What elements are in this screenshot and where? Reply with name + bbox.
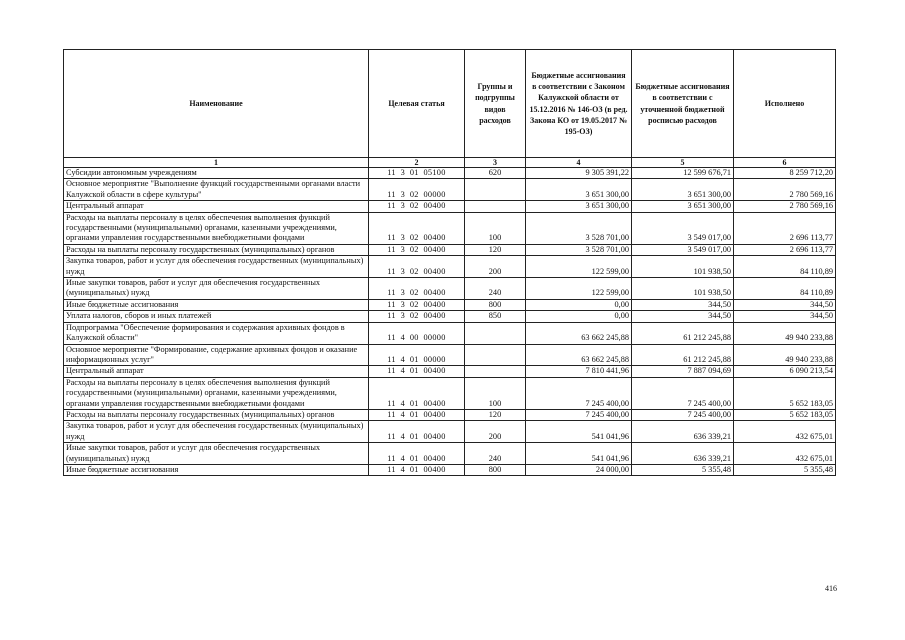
row-executed: 344,50: [734, 311, 836, 322]
row-executed: 5 652 183,05: [734, 409, 836, 420]
row-law-allocation: 9 305 391,22: [526, 168, 632, 179]
table-row: [64, 168, 836, 179]
table-row: [64, 443, 836, 465]
column-number: 1: [64, 158, 369, 168]
row-name: Уплата налогов, сборов и иных платежей: [64, 311, 369, 322]
row-name: Иные бюджетные ассигнования: [64, 464, 369, 475]
table-row: [64, 409, 836, 420]
header-refined-allocations: Бюджетные ассигнования в соответствии с уточненной бюджетной росписью расходов: [632, 50, 734, 158]
row-law-allocation: 24 000,00: [526, 464, 632, 475]
row-name: Иные закупки товаров, работ и услуг для обеспечения государственных (муниципальных) нужд: [64, 443, 369, 465]
row-law-allocation: 122 599,00: [526, 256, 632, 278]
row-executed: 84 110,89: [734, 256, 836, 278]
row-expense-group: [465, 322, 526, 344]
row-executed: 84 110,89: [734, 278, 836, 300]
row-name: Центральный аппарат: [64, 201, 369, 212]
row-executed: 432 675,01: [734, 443, 836, 465]
row-name: Расходы на выплаты персоналу в целях обеспечения выполнения функций государственными (муниципальными) органами, казенными учреждениями, органами управления государственными внебюджетными фондами: [64, 377, 369, 409]
row-expense-group: 240: [465, 443, 526, 465]
page-number: 416: [825, 584, 837, 593]
row-target-article: 11 3 02 00400: [369, 256, 465, 278]
row-name: Расходы на выплаты персоналу в целях обеспечения выполнения функций государственными (муниципальными) органами, казенными учреждениями, органами управления государственными внебюджетными фондами: [64, 212, 369, 244]
row-expense-group: 200: [465, 421, 526, 443]
row-target-article: 11 4 01 00400: [369, 377, 465, 409]
table-row: [64, 344, 836, 366]
row-target-article: 11 4 00 00000: [369, 322, 465, 344]
row-law-allocation: 122 599,00: [526, 278, 632, 300]
table-row: [64, 366, 836, 377]
row-law-allocation: 3 651 300,00: [526, 179, 632, 201]
table-body: [64, 168, 836, 476]
row-law-allocation: 541 041,96: [526, 421, 632, 443]
row-target-article: 11 3 02 00400: [369, 278, 465, 300]
row-refined-allocation: 101 938,50: [632, 278, 734, 300]
row-executed: 2 780 569,16: [734, 201, 836, 212]
table-row: [64, 256, 836, 278]
row-expense-group: 800: [465, 299, 526, 310]
row-target-article: 11 3 02 00400: [369, 244, 465, 255]
row-executed: 49 940 233,88: [734, 344, 836, 366]
row-refined-allocation: 5 355,48: [632, 464, 734, 475]
row-law-allocation: 7 810 441,96: [526, 366, 632, 377]
row-name: Субсидии автономным учреждениям: [64, 168, 369, 179]
table-row: [64, 322, 836, 344]
row-refined-allocation: 7 887 094,69: [632, 366, 734, 377]
row-expense-group: [465, 344, 526, 366]
row-executed: 2 780 569,16: [734, 179, 836, 201]
row-expense-group: [465, 179, 526, 201]
header-law-allocations: Бюджетные ассигнования в соответствии с Законом Калужской области от 15.12.2016 № 146-ОЗ (в ред. Закона КО от 19.05.2017 № 195-ОЗ): [526, 50, 632, 158]
row-name: Центральный аппарат: [64, 366, 369, 377]
header-expense-groups: Группы и подгруппы видов расходов: [465, 50, 526, 158]
row-target-article: 11 4 01 00400: [369, 464, 465, 475]
row-refined-allocation: 101 938,50: [632, 256, 734, 278]
row-expense-group: 620: [465, 168, 526, 179]
row-law-allocation: 541 041,96: [526, 443, 632, 465]
row-law-allocation: 63 662 245,88: [526, 322, 632, 344]
budget-table: [63, 49, 836, 476]
row-executed: 8 259 712,20: [734, 168, 836, 179]
row-law-allocation: 3 528 701,00: [526, 244, 632, 255]
row-name: Расходы на выплаты персоналу государственных (муниципальных) органов: [64, 244, 369, 255]
row-refined-allocation: 7 245 400,00: [632, 377, 734, 409]
row-name: Подпрограмма "Обеспечение формирования и содержания архивных фондов в Калужской области": [64, 322, 369, 344]
row-expense-group: 100: [465, 212, 526, 244]
row-name: Основное мероприятие "Выполнение функций государственными органами власти Калужской области в сфере культуры": [64, 179, 369, 201]
row-law-allocation: 3 528 701,00: [526, 212, 632, 244]
row-law-allocation: 63 662 245,88: [526, 344, 632, 366]
row-refined-allocation: 344,50: [632, 299, 734, 310]
table-row: [64, 244, 836, 255]
row-refined-allocation: 12 599 676,71: [632, 168, 734, 179]
row-name: Иные закупки товаров, работ и услуг для обеспечения государственных (муниципальных) нужд: [64, 278, 369, 300]
row-refined-allocation: 636 339,21: [632, 421, 734, 443]
row-executed: 5 652 183,05: [734, 377, 836, 409]
row-expense-group: 850: [465, 311, 526, 322]
header-executed: Исполнено: [734, 50, 836, 158]
table-row: [64, 212, 836, 244]
row-target-article: 11 4 01 00400: [369, 443, 465, 465]
column-number: 3: [465, 158, 526, 168]
row-expense-group: 120: [465, 244, 526, 255]
row-target-article: 11 3 02 00400: [369, 299, 465, 310]
row-refined-allocation: 7 245 400,00: [632, 409, 734, 420]
row-name: Основное мероприятие "Формирование, содержание архивных фондов и оказание информационных услуг": [64, 344, 369, 366]
row-expense-group: [465, 366, 526, 377]
row-law-allocation: 0,00: [526, 299, 632, 310]
row-target-article: 11 3 01 05100: [369, 168, 465, 179]
row-refined-allocation: 3 651 300,00: [632, 179, 734, 201]
row-target-article: 11 4 01 00400: [369, 409, 465, 420]
table-row: [64, 311, 836, 322]
header-target-article: Целевая статья: [369, 50, 465, 158]
header-name: Наименование: [64, 50, 369, 158]
row-name: Расходы на выплаты персоналу государственных (муниципальных) органов: [64, 409, 369, 420]
row-executed: 5 355,48: [734, 464, 836, 475]
row-executed: 2 696 113,77: [734, 244, 836, 255]
column-number: 5: [632, 158, 734, 168]
row-refined-allocation: 3 549 017,00: [632, 244, 734, 255]
table-row: [64, 278, 836, 300]
row-executed: 2 696 113,77: [734, 212, 836, 244]
row-law-allocation: 0,00: [526, 311, 632, 322]
column-number: 4: [526, 158, 632, 168]
row-name: Закупка товаров, работ и услуг для обеспечения государственных (муниципальных) нужд: [64, 421, 369, 443]
row-target-article: 11 3 02 00400: [369, 311, 465, 322]
row-refined-allocation: 3 549 017,00: [632, 212, 734, 244]
row-expense-group: 800: [465, 464, 526, 475]
row-executed: 49 940 233,88: [734, 322, 836, 344]
table-row: [64, 377, 836, 409]
row-executed: 432 675,01: [734, 421, 836, 443]
row-target-article: 11 4 01 00400: [369, 421, 465, 443]
row-target-article: 11 3 02 00400: [369, 212, 465, 244]
row-executed: 6 090 213,54: [734, 366, 836, 377]
row-expense-group: [465, 201, 526, 212]
row-target-article: 11 4 01 00000: [369, 344, 465, 366]
row-law-allocation: 7 245 400,00: [526, 409, 632, 420]
row-refined-allocation: 61 212 245,88: [632, 322, 734, 344]
row-target-article: 11 4 01 00400: [369, 366, 465, 377]
row-target-article: 11 3 02 00400: [369, 201, 465, 212]
row-expense-group: 200: [465, 256, 526, 278]
row-name: Иные бюджетные ассигнования: [64, 299, 369, 310]
row-law-allocation: 7 245 400,00: [526, 377, 632, 409]
row-expense-group: 120: [465, 409, 526, 420]
table-row: [64, 179, 836, 201]
row-target-article: 11 3 02 00000: [369, 179, 465, 201]
row-refined-allocation: 344,50: [632, 311, 734, 322]
table-row: [64, 464, 836, 475]
column-number: 2: [369, 158, 465, 168]
table-row: [64, 299, 836, 310]
row-name: Закупка товаров, работ и услуг для обеспечения государственных (муниципальных) нужд: [64, 256, 369, 278]
table-row: [64, 201, 836, 212]
row-expense-group: 240: [465, 278, 526, 300]
row-law-allocation: 3 651 300,00: [526, 201, 632, 212]
row-refined-allocation: 636 339,21: [632, 443, 734, 465]
row-refined-allocation: 61 212 245,88: [632, 344, 734, 366]
column-number: 6: [734, 158, 836, 168]
table-row: [64, 421, 836, 443]
row-executed: 344,50: [734, 299, 836, 310]
row-expense-group: 100: [465, 377, 526, 409]
table-header-row: [64, 50, 836, 158]
column-number-row: [64, 158, 836, 168]
row-refined-allocation: 3 651 300,00: [632, 201, 734, 212]
